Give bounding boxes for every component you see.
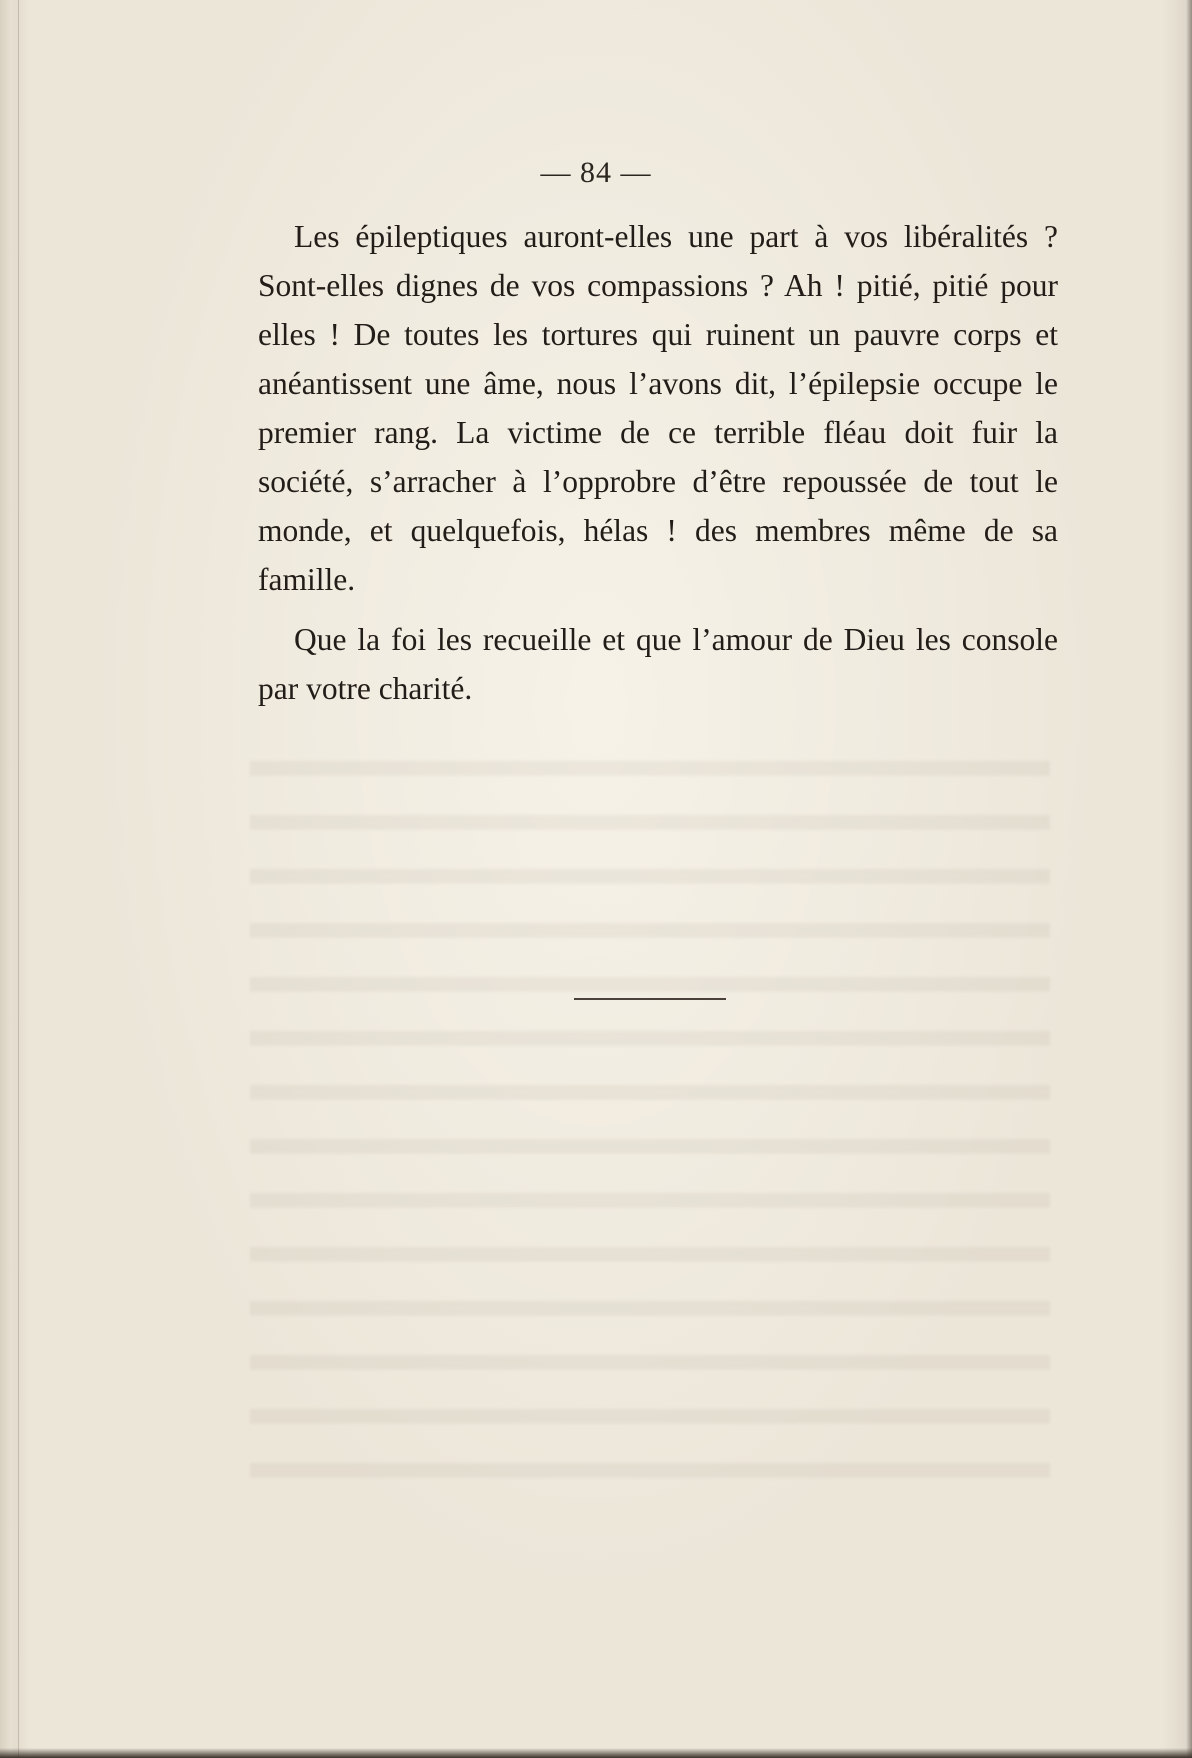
page-bottom-edge [0,1748,1192,1758]
bleed-through-shadow [250,730,1050,1510]
paragraph-epileptics: Les épileptiques auront-elles une part à vos libéralités ? Sont-elles dignes de vos compassions ? Ah ! pitié, pitié pour elles ! De toutes les tortures qui ruinent un pauvre corps et anéantissent une âme, nous l’avons dit, l’épilepsie occupe le premier rang. La victime de ce terrible fléau doit fuir la société, s’arracher à l’opprobre d’être repoussée de tout le monde, et quelquefois, hélas ! des membres même de sa famille. [258,219,1058,597]
paragraph-faith: Que la foi les recueille et que l’amour de Dieu les console par votre charité. [258,622,1058,706]
body-text [258,212,1058,713]
page-number-header: — 84 — [540,156,652,189]
page-binding-edge [0,0,19,1758]
page-right-edge [1186,0,1192,1758]
section-divider-rule [574,998,726,1000]
